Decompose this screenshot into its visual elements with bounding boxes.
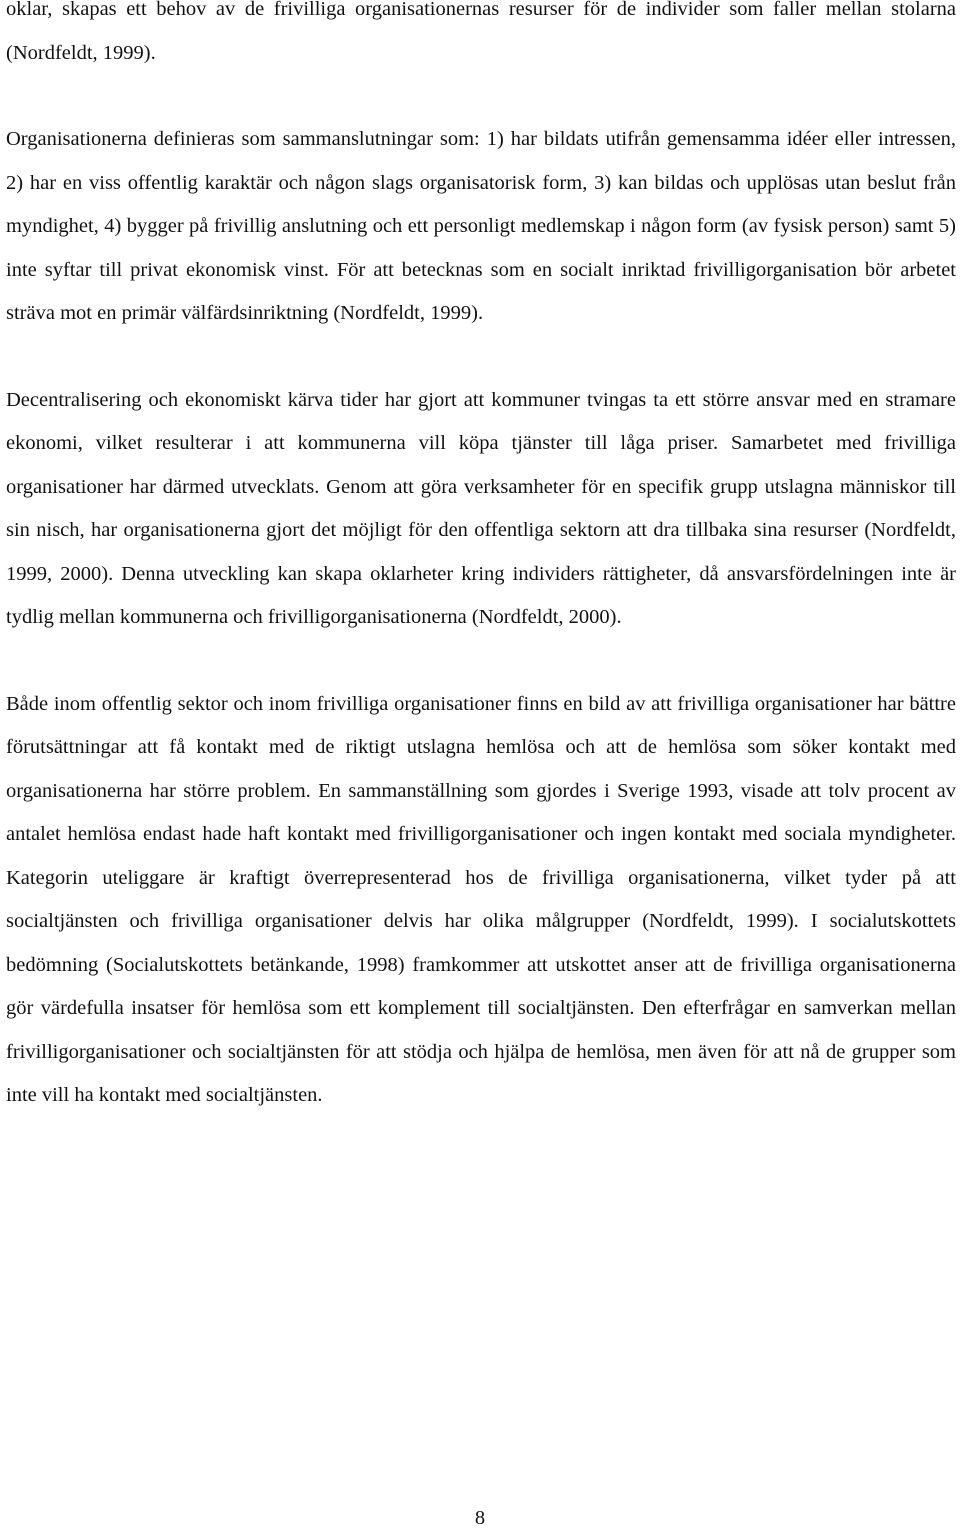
paragraph-public-and-voluntary-sector: Både inom offentlig sektor och inom frivilliga organisationer finns en bild av att frivilliga organisationer har bättre förutsättningar att få kontakt med de riktigt utslagna hemlösa och att de hemlösa som söker kontakt med organisationerna har större problem. En sammanställning som gjordes i Sverige 1993, visade att tolv procent av antalet hemlösa endast hade haft kontakt med frivilligorganisationer och ingen kontakt med sociala myndigheter. Kategorin uteliggare är kraftigt överrepresenterad hos de frivilliga organisationerna, vilket tyder på att socialtjänsten och frivilliga organisationer delvis har olika målgrupper (Nordfeldt, 1999). I socialutskottets bedömning (Socialutskottets betänkande, 1998) framkommer att utskottet anser att de frivilliga organisationerna gör värdefulla insatser för hemlösa som ett komplement till socialtjänsten. Den efterfrågar en samverkan mellan frivilligorganisationer och socialtjänsten för att stödja och hjälpa de hemlösa, men även för att nå de grupper som inte vill ha kontakt med socialtjänsten. bbox=[6, 692, 956, 1106]
paragraph-organisation-definition: Organisationerna definieras som sammanslutningar som: 1) har bildats utifrån gemensamma idéer eller intressen, 2) har en viss offentlig karaktär och någon slags organisatorisk form, 3) kan bildas och upplösas utan beslut från myndighet, 4) bygger på frivillig anslutning och ett personligt medlemskap i någon form (av fysisk person) samt 5) inte syftar till privat ekonomisk vinst. För att betecknas som en socialt inriktad frivilligorganisation bör arbetet sträva mot en primär välfärdsinriktning (Nordfeldt, 1999). bbox=[6, 128, 956, 324]
document-page bbox=[6, 0, 956, 1118]
paragraph-decentralisation: Decentralisering och ekonomiskt kärva tider har gjort att kommuner tvingas ta ett större ansvar med en stramare ekonomi, vilket resulterar i att kommunerna vill köpa tjänster till låga priser. Samarbetet med frivilliga organisationer har därmed utvecklats. Genom att göra verksamheter för en specifik grupp utslagna människor till sin nisch, har organisationerna gjort det möjligt för den offentliga sektorn att dra tillbaka sina resurser (Nordfeldt, 1999, 2000). Denna utveckling kan skapa oklarheter kring individers rättigheter, då ansvarsfördelningen inte är tydlig mellan kommunerna och frivilligorganisationerna (Nordfeldt, 2000). bbox=[6, 388, 956, 628]
paragraph-continuation: oklar, skapas ett behov av de frivilliga organisationernas resurser för de individer som faller mellan stolarna (Nordfeldt, 1999). bbox=[6, 0, 956, 64]
page-number: 8 bbox=[474, 1507, 486, 1529]
